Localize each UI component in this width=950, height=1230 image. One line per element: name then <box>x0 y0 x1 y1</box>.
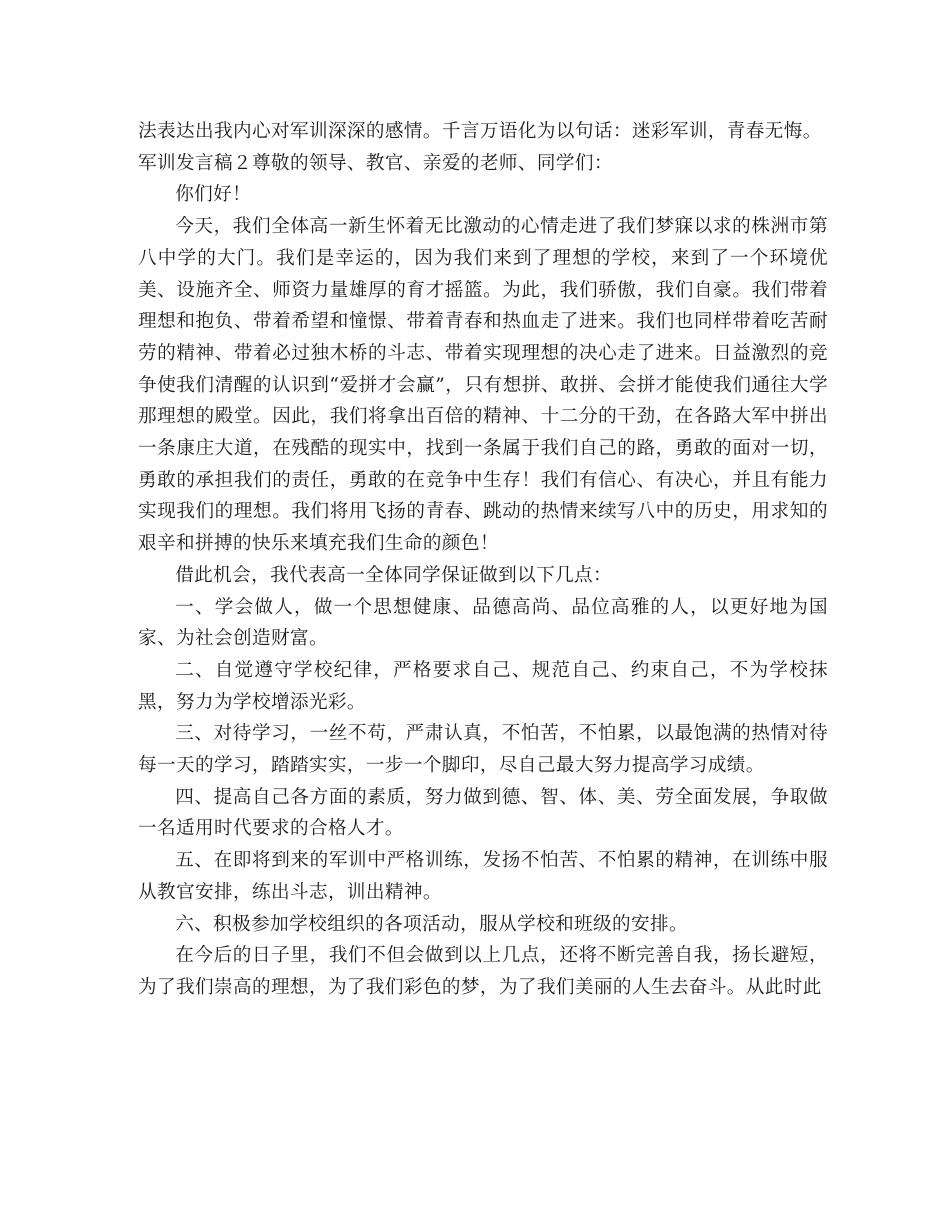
paragraph-pledge-2: 二、自觉遵守学校纪律，严格要求自己、规范自己、约束自己，不为学校抹黑，努力为学校增添光彩。 <box>138 659 828 713</box>
paragraph-pledge-3: 三、对待学习，一丝不苟，严肃认真，不怕苦，不怕累，以最饱满的热情对待每一天的学习，踏踏实实，一步一个脚印，尽自己最大努力提高学习成绩。 <box>138 723 828 777</box>
paragraph-hello: 你们好！ <box>175 184 252 206</box>
paragraph-closing: 在今后的日子里，我们不但会做到以上几点，还将不断完善自我，扬长避短，为了我们崇高的理想，为了我们彩色的梦，为了我们美丽的人生去奋斗。从此时此 <box>138 945 828 998</box>
document-page <box>138 116 828 1004</box>
paragraph-pledge-5: 五、在即将到来的军训中严格训练，发扬不怕苦、不怕累的精神，在训练中服从教官安排，练出斗志，训出精神。 <box>138 850 828 903</box>
paragraph-pledge-6: 六、积极参加学校组织的各项活动，服从学校和班级的安排。 <box>175 913 689 935</box>
paragraph-main-body: 今天，我们全体高一新生怀着无比激动的心情走进了我们梦寐以求的株洲市第八中学的大门。我们是幸运的，因为我们来到了理想的学校，来到了一个环境优美、设施齐全、师资力量雄厚的育才摇篮。为此，我们骄傲，我们自豪。我们带着理想和抱负、带着希望和憧憬、带着青春和热血走了进来。我们也同样带着吃苦耐劳的精神、带着必过独木桥的斗志、带着实现理想的决心走了进来。日益激烈的竞争使我们清醒的认识到“爱拼才会赢”，只有想拼、敢拼、会拼才能使我们通往大学那理想的殿堂。因此，我们将拿出百倍的精神、十二分的干劲，在各路大军中拼出一条康庄大道，在残酷的现实中，找到一条属于我们自己的路，勇敢的面对一切，勇敢的承担我们的责任，勇敢的在竞争中生存！我们有信心、有决心，并且有能力实现我们的理想。我们将用飞扬的青春、跳动的热情来续写八中的历史，用求知的艰辛和拼搏的快乐来填充我们生命的颜色！ <box>138 216 828 555</box>
paragraph-pledge-1: 一、学会做人，做一个思想健康、品德高尚、品位高雅的人，以更好地为国家、为社会创造财富。 <box>138 596 828 650</box>
paragraph-pledge-intro: 借此机会，我代表高一全体同学保证做到以下几点： <box>175 564 613 586</box>
paragraph-pledge-4: 四、提高自己各方面的素质，努力做到德、智、体、美、劳全面发展，争取做一名适用时代要求的合格人才。 <box>138 786 828 840</box>
paragraph-continuation: 法表达出我内心对军训深深的感情。千言万语化为以句话：迷彩军训，青春无悔。 <box>138 121 822 142</box>
paragraph-heading-greeting: 军训发言稿２尊敬的领导、教官、亲爱的老师、同学们： <box>138 152 613 174</box>
